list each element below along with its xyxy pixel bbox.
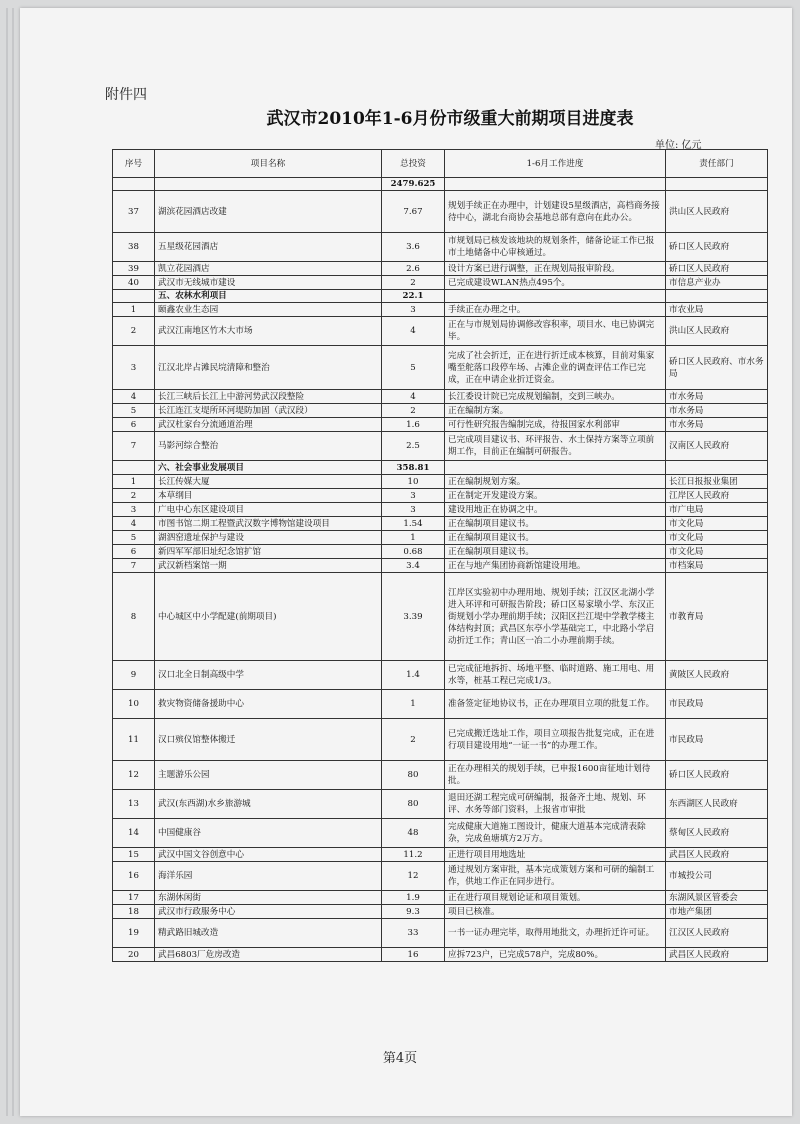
cell-progress: 已完成项目建议书、环评报告、水土保持方案等立项前期工作，目前正在编制可研报告。 <box>445 432 666 461</box>
cell-progress: 已完成征地拆折、场地平整、临时道路、施工用电、用水等，桩基工程已完成1/3。 <box>445 661 666 690</box>
section-row <box>113 290 768 303</box>
cell-total-investment: 2 <box>382 404 445 418</box>
table-row <box>113 475 768 489</box>
cell-department: 黄陂区人民政府 <box>666 661 768 690</box>
cell-project-name: 武汉江南地区竹木大市场 <box>155 317 382 346</box>
cell-total-investment: 48 <box>382 819 445 848</box>
table-row <box>113 905 768 919</box>
cell-project-name: 汉口殡仪馆整体搬迁 <box>155 719 382 761</box>
table-row <box>113 503 768 517</box>
cell-progress: 正在编制项目建议书。 <box>445 545 666 559</box>
cell-department: 硚口区人民政府 <box>666 233 768 262</box>
cell-progress: 完成了社会折迁，正在进行折迁成本核算，目前对集家嘴至舵落口段停车场、占滩企业的调查评估工作已完成，正在申请企业折迁资金。 <box>445 346 666 390</box>
cell-progress: 规划手续正在办理中，计划建设5星级酒店，高档商务接待中心，湖北台商协会基地总部有意向在此办公。 <box>445 191 666 233</box>
cell-number: 15 <box>113 848 155 862</box>
table-row <box>113 404 768 418</box>
cell-progress: 通过规划方案审批，基本完成策划方案和可研的编制工作，供地工作正在同步进行。 <box>445 862 666 891</box>
cell-progress: 可行性研究报告编制完成，待报国家水利部审 <box>445 418 666 432</box>
table-row <box>113 761 768 790</box>
header-total-investment: 总投资 <box>382 150 445 178</box>
cell-number: 1 <box>113 475 155 489</box>
cell-progress: 手续正在办理之中。 <box>445 303 666 317</box>
cell-total-investment: 5 <box>382 346 445 390</box>
cell-department: 硚口区人民政府 <box>666 262 768 276</box>
cell-total-investment: 9.3 <box>382 905 445 919</box>
cell-total-investment: 7.67 <box>382 191 445 233</box>
document-title: 武汉市2010年1-6月份市级重大前期项目进度表 <box>266 109 634 129</box>
cell-total-investment: 2479.625 <box>382 178 445 191</box>
cell-number <box>113 290 155 303</box>
cell-progress: 正在编制项目建议书。 <box>445 517 666 531</box>
cell-project-name: 五、农林水利项目 <box>155 290 382 303</box>
cell-department: 市教育局 <box>666 573 768 661</box>
cell-project-name: 武汉(东西湖)水乡旅游城 <box>155 790 382 819</box>
cell-project-name: 江汉北岸占滩民垸清障和整治 <box>155 346 382 390</box>
cell-progress: 正进行项目用地选址 <box>445 848 666 862</box>
cell-number: 2 <box>113 317 155 346</box>
cell-department: 洪山区人民政府 <box>666 317 768 346</box>
cell-total-investment: 1.4 <box>382 661 445 690</box>
cell-number: 4 <box>113 390 155 404</box>
cell-number: 7 <box>113 559 155 573</box>
cell-department: 市水务局 <box>666 404 768 418</box>
cell-progress: 正在编制方案。 <box>445 404 666 418</box>
table-body <box>113 178 768 962</box>
cell-number: 40 <box>113 276 155 290</box>
cell-number: 4 <box>113 517 155 531</box>
cell-total-investment: 3.6 <box>382 233 445 262</box>
cell-department: 江岸区人民政府 <box>666 489 768 503</box>
annex-label: 附件四 <box>105 87 147 103</box>
cell-number: 20 <box>113 948 155 962</box>
header-department: 责任部门 <box>666 150 768 178</box>
page-stack-edge <box>12 8 14 1116</box>
cell-total-investment: 2 <box>382 719 445 761</box>
cell-total-investment: 22.1 <box>382 290 445 303</box>
cell-department: 汉南区人民政府 <box>666 432 768 461</box>
cell-number: 7 <box>113 432 155 461</box>
table-row <box>113 191 768 233</box>
header-progress: 1-6月工作进度 <box>445 150 666 178</box>
table-row <box>113 573 768 661</box>
cell-total-investment: 33 <box>382 919 445 948</box>
section-row <box>113 178 768 191</box>
cell-total-investment: 3 <box>382 503 445 517</box>
table-row <box>113 690 768 719</box>
cell-department: 东西湖区人民政府 <box>666 790 768 819</box>
table-row <box>113 819 768 848</box>
cell-project-name: 凯立花园酒店 <box>155 262 382 276</box>
cell-total-investment: 3.4 <box>382 559 445 573</box>
cell-total-investment: 10 <box>382 475 445 489</box>
cell-total-investment: 2.5 <box>382 432 445 461</box>
cell-project-name: 长江三峡后长江上中游河势武汉段整险 <box>155 390 382 404</box>
cell-progress: 正在与地产集团协商新馆建设用地。 <box>445 559 666 573</box>
cell-progress: 正在进行项目规划论证和项目策划。 <box>445 891 666 905</box>
cell-progress: 已完成搬迁选址工作，项目立项报告批复完成，正在进行项目建设用地“一证一书”的办理工作。 <box>445 719 666 761</box>
table-row <box>113 891 768 905</box>
cell-total-investment: 2.6 <box>382 262 445 276</box>
table-row <box>113 919 768 948</box>
cell-progress: 已完成建设WLAN热点495个。 <box>445 276 666 290</box>
cell-total-investment: 3.39 <box>382 573 445 661</box>
cell-number <box>113 461 155 475</box>
cell-progress <box>445 178 666 191</box>
cell-department: 东湖风景区管委会 <box>666 891 768 905</box>
cell-project-name: 本草纲目 <box>155 489 382 503</box>
cell-department: 长江日报报业集团 <box>666 475 768 489</box>
cell-department: 市文化局 <box>666 531 768 545</box>
cell-department: 市民政局 <box>666 690 768 719</box>
cell-total-investment: 11.2 <box>382 848 445 862</box>
cell-department: 市水务局 <box>666 418 768 432</box>
cell-progress: 正在编制项目建议书。 <box>445 531 666 545</box>
cell-total-investment: 80 <box>382 790 445 819</box>
cell-total-investment: 4 <box>382 390 445 404</box>
cell-project-name: 长江传媒大厦 <box>155 475 382 489</box>
cell-department: 市城投公司 <box>666 862 768 891</box>
cell-department: 市文化局 <box>666 545 768 559</box>
cell-progress: 完成健康大道施工图设计，健康大道基本完成清表除杂，完成鱼塘填方2万方。 <box>445 819 666 848</box>
table-row <box>113 517 768 531</box>
cell-project-name: 中心城区中小学配建(前期项目) <box>155 573 382 661</box>
cell-department: 硚口区人民政府、市水务局 <box>666 346 768 390</box>
table-row <box>113 862 768 891</box>
cell-project-name: 武汉市无线城市建设 <box>155 276 382 290</box>
cell-project-name: 武汉杜家台分流通道治理 <box>155 418 382 432</box>
cell-department: 市档案局 <box>666 559 768 573</box>
cell-department: 武昌区人民政府 <box>666 948 768 962</box>
cell-project-name: 海洋乐园 <box>155 862 382 891</box>
cell-department: 市信息产业办 <box>666 276 768 290</box>
cell-progress: 项目已核准。 <box>445 905 666 919</box>
cell-number: 16 <box>113 862 155 891</box>
cell-total-investment: 1 <box>382 531 445 545</box>
page-stack-edge <box>6 8 8 1116</box>
table-row <box>113 262 768 276</box>
cell-total-investment: 12 <box>382 862 445 891</box>
table-row <box>113 848 768 862</box>
cell-department: 市民政局 <box>666 719 768 761</box>
table-row <box>113 303 768 317</box>
cell-project-name: 中国健康谷 <box>155 819 382 848</box>
cell-progress: 市规划局已核发该地块的规划条件，储备论证工作已报市土地储备中心审核通过。 <box>445 233 666 262</box>
cell-number: 12 <box>113 761 155 790</box>
cell-department: 蔡甸区人民政府 <box>666 819 768 848</box>
cell-number: 14 <box>113 819 155 848</box>
cell-total-investment: 4 <box>382 317 445 346</box>
cell-department: 洪山区人民政府 <box>666 191 768 233</box>
table-row <box>113 317 768 346</box>
cell-total-investment: 1.9 <box>382 891 445 905</box>
cell-progress: 应拆723户，已完成578户，完成80%。 <box>445 948 666 962</box>
cell-number: 18 <box>113 905 155 919</box>
table-row <box>113 948 768 962</box>
cell-progress <box>445 461 666 475</box>
cell-progress: 江岸区实验初中办理用地、规划手续；江汉区北湖小学进入环评和可研报告阶段；硚口区易家墩小学、东汉正街规划小学办理前期手续；汉阳区拦江堤中学教学楼主体结构封顶；武昌区东亭小学基础完工，中北路小学启动折迁工作；青山区一冶二小办理前期手续。 <box>445 573 666 661</box>
cell-project-name <box>155 178 382 191</box>
header-number: 序号 <box>113 150 155 178</box>
cell-number: 38 <box>113 233 155 262</box>
cell-number: 37 <box>113 191 155 233</box>
cell-number: 3 <box>113 503 155 517</box>
cell-project-name: 武汉市行政服务中心 <box>155 905 382 919</box>
cell-progress <box>445 290 666 303</box>
cell-progress: 正在制定开发建设方案。 <box>445 489 666 503</box>
table-row <box>113 790 768 819</box>
cell-project-name: 汉口北全日制高级中学 <box>155 661 382 690</box>
cell-project-name: 湖泗窑遗址保护与建设 <box>155 531 382 545</box>
cell-project-name: 长江连江支堤所环河堤防加固（武汉段） <box>155 404 382 418</box>
progress-table <box>112 149 768 962</box>
page-number: 第4页 <box>382 1051 418 1066</box>
cell-number: 11 <box>113 719 155 761</box>
cell-total-investment: 16 <box>382 948 445 962</box>
cell-number: 19 <box>113 919 155 948</box>
table-row <box>113 531 768 545</box>
section-row <box>113 461 768 475</box>
cell-number: 1 <box>113 303 155 317</box>
table-header-row <box>113 150 768 178</box>
header-project-name: 项目名称 <box>155 150 382 178</box>
cell-total-investment: 80 <box>382 761 445 790</box>
cell-project-name: 救灾物资储备援助中心 <box>155 690 382 719</box>
cell-total-investment: 358.81 <box>382 461 445 475</box>
table-row <box>113 559 768 573</box>
cell-department: 江汉区人民政府 <box>666 919 768 948</box>
table-row <box>113 418 768 432</box>
cell-department: 市地产集团 <box>666 905 768 919</box>
cell-progress: 退田还湖工程完成可研编制，报备齐土地、规划、环评、水务等部门资料，上报省市审批 <box>445 790 666 819</box>
cell-department: 市农业局 <box>666 303 768 317</box>
cell-project-name: 东湖休闲街 <box>155 891 382 905</box>
cell-number: 5 <box>113 531 155 545</box>
cell-project-name: 主题游乐公园 <box>155 761 382 790</box>
cell-progress: 正在与市规划局协调修改容积率，项目水、电已协调完毕。 <box>445 317 666 346</box>
cell-number: 9 <box>113 661 155 690</box>
cell-progress: 长江委设计院已完成规划编制，交到三峡办。 <box>445 390 666 404</box>
table-row <box>113 489 768 503</box>
cell-number: 2 <box>113 489 155 503</box>
cell-progress: 一书一证办理完毕，取得用地批文，办理折迁许可证。 <box>445 919 666 948</box>
cell-project-name: 颐鑫农业生态园 <box>155 303 382 317</box>
cell-project-name: 湖滨花园酒店改建 <box>155 191 382 233</box>
cell-progress: 设计方案已进行调整，正在规划局报审阶段。 <box>445 262 666 276</box>
cell-number: 39 <box>113 262 155 276</box>
cell-department: 硚口区人民政府 <box>666 761 768 790</box>
cell-project-name: 五星级花园酒店 <box>155 233 382 262</box>
cell-project-name: 武汉中国文谷创意中心 <box>155 848 382 862</box>
cell-number: 3 <box>113 346 155 390</box>
cell-number: 13 <box>113 790 155 819</box>
cell-total-investment: 3 <box>382 489 445 503</box>
cell-total-investment: 1 <box>382 690 445 719</box>
table-row <box>113 390 768 404</box>
cell-number: 10 <box>113 690 155 719</box>
cell-department: 市广电局 <box>666 503 768 517</box>
cell-number: 17 <box>113 891 155 905</box>
table-row <box>113 661 768 690</box>
table-row <box>113 346 768 390</box>
cell-number: 6 <box>113 418 155 432</box>
cell-project-name: 武汉新档案馆一期 <box>155 559 382 573</box>
cell-project-name: 市图书馆二期工程暨武汉数字博物馆建设项目 <box>155 517 382 531</box>
cell-project-name: 新四军军部旧址纪念馆扩馆 <box>155 545 382 559</box>
cell-progress: 正在办理相关的规划手续，已申报1600亩征地计划待批。 <box>445 761 666 790</box>
cell-project-name: 广电中心东区建设项目 <box>155 503 382 517</box>
cell-number: 5 <box>113 404 155 418</box>
cell-project-name: 六、社会事业发展项目 <box>155 461 382 475</box>
cell-department: 市水务局 <box>666 390 768 404</box>
unit-label: 单位: 亿元 <box>655 140 702 151</box>
cell-total-investment: 1.6 <box>382 418 445 432</box>
cell-project-name: 马影河综合整治 <box>155 432 382 461</box>
cell-department: 武昌区人民政府 <box>666 848 768 862</box>
cell-progress: 正在编制规划方案。 <box>445 475 666 489</box>
cell-number: 6 <box>113 545 155 559</box>
cell-total-investment: 1.54 <box>382 517 445 531</box>
table-row <box>113 233 768 262</box>
cell-number <box>113 178 155 191</box>
cell-project-name: 精武路旧城改造 <box>155 919 382 948</box>
cell-progress: 准备签定征地协议书，正在办理项目立项的批复工作。 <box>445 690 666 719</box>
cell-total-investment: 2 <box>382 276 445 290</box>
table-row <box>113 545 768 559</box>
table-row <box>113 276 768 290</box>
table-row <box>113 719 768 761</box>
cell-department: 市文化局 <box>666 517 768 531</box>
cell-project-name: 武昌6803厂危房改造 <box>155 948 382 962</box>
cell-total-investment: 3 <box>382 303 445 317</box>
cell-number: 8 <box>113 573 155 661</box>
cell-total-investment: 0.68 <box>382 545 445 559</box>
cell-department <box>666 290 768 303</box>
cell-department <box>666 461 768 475</box>
table-row <box>113 432 768 461</box>
cell-progress: 建设用地正在协调之中。 <box>445 503 666 517</box>
cell-department <box>666 178 768 191</box>
